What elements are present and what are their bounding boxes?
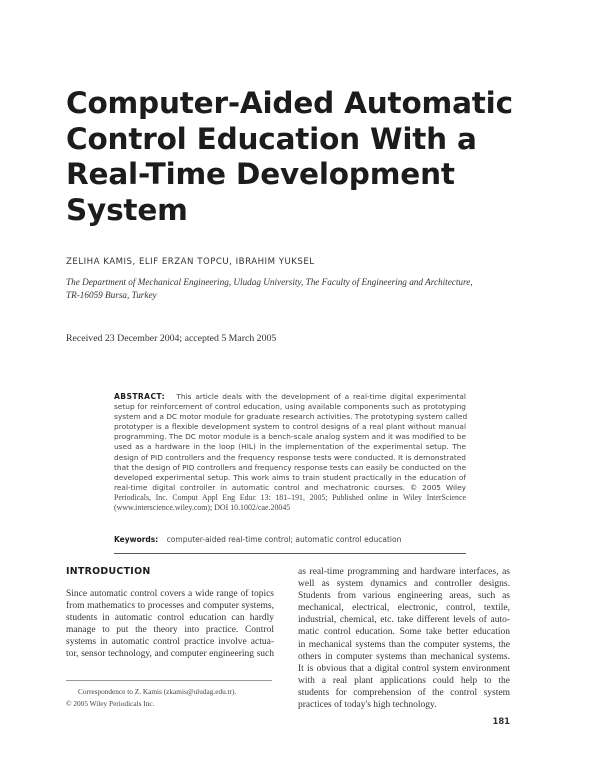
page-number: 181 — [492, 716, 510, 726]
footnote-divider — [66, 680, 272, 681]
keywords — [114, 535, 401, 544]
abstract-line: programming. The DC motor module is a bench-scale analog system and it was modified to be — [114, 432, 466, 442]
abstract-line: used as a hardware in the loop (HIL) in the implementation of the experimental setup. The — [114, 442, 466, 452]
section-heading-introduction: INTRODUCTION — [66, 566, 151, 577]
abstract-line: (www.interscience.wiley.com); DOI 10.1002/cae.20045 — [114, 503, 291, 513]
article-title — [66, 86, 546, 228]
abstract-line: ABSTRACT: This article deals with the development of a real-time digital experimental — [114, 392, 466, 401]
title-line: Real-Time Development — [66, 157, 455, 191]
abstract-line: developed experimental setup. This work aims to train student practically in the education of — [114, 472, 466, 482]
body-line: manage to put the theory into practice. Control — [66, 625, 274, 636]
affiliation — [66, 276, 486, 302]
abstract-line: real-time digital controller in automatic control and mechatronic courses. © 2005 Wiley — [114, 482, 466, 492]
author-list: ZELIHA KAMIS, ELIF ERZAN TOPCU, IBRAHIM YUKSEL — [66, 257, 315, 267]
body-line: Since automatic control covers a wide range of topics — [66, 589, 274, 599]
body-line: as real-time programming and hardware interfaces, as — [298, 567, 510, 577]
footnote — [66, 686, 236, 709]
body-line: students in automatic control education can hardly — [66, 613, 274, 624]
abstract-line: prototyper is a flexible development system to control designs of a real plant without manual — [114, 422, 466, 432]
abstract-line: that the design of PID controllers and frequency response tests can easily be conducted on the — [114, 462, 467, 472]
abstract — [114, 392, 466, 513]
body-line: Students from various engineering areas, such as — [298, 591, 510, 602]
abstract-label: ABSTRACT: — [114, 392, 166, 401]
body-line: with a real plant applications could help to the — [298, 675, 510, 686]
abstract-line: Periodicals, Inc. Comput Appl Eng Educ 13: 181–191, 2005; Published online in Wiley InterScience — [114, 492, 466, 502]
keywords-text: computer-aided real-time control; automatic control education — [166, 535, 402, 544]
body-line: It is obvious that a digital control system environment — [298, 663, 510, 674]
abstract-line: setup for reinforcement of control education, using available components such as prototyping — [114, 402, 466, 412]
section-divider — [114, 553, 466, 554]
body-line: practices of today's high technology. — [298, 700, 437, 711]
body-column-left — [66, 588, 274, 661]
abstract-line: design of PID controllers and the frequency response tests were conducted. It is demonstrated — [114, 452, 466, 462]
abstract-line: system and a DC motor module for graduate research activities. The prototyping system called — [114, 412, 468, 422]
body-line: students for comprehension of the control system — [298, 687, 510, 698]
affiliation-line: The Department of Mechanical Engineering, Uludag University, The Faculty of Engineering and Architecture, — [66, 277, 473, 287]
title-line: Control Education With a — [66, 121, 477, 156]
correspondence-note: Correspondence to Z. Kamis (zkamis@uludag.edu.tr). — [78, 687, 237, 696]
body-line: systems in automatic control practice involve actua- — [66, 637, 274, 648]
body-line: matic control education. Some take better education — [298, 627, 510, 638]
affiliation-line: TR-16059 Bursa, Turkey — [66, 290, 157, 300]
body-line: industrial, chemical, etc. take different levels of auto- — [298, 615, 510, 626]
copyright-note: © 2005 Wiley Periodicals Inc. — [66, 698, 155, 708]
body-line: tor, sensor technology, and computer engineering such — [66, 649, 274, 660]
received-date: Received 23 December 2004; accepted 5 March 2005 — [66, 333, 277, 344]
body-line: well as system dynamics and controller designs. — [298, 579, 510, 590]
body-line: in mechanical systems than the computer systems, the — [298, 639, 510, 650]
title-line: System — [66, 192, 188, 227]
body-line: from mathematics to processes and computer systems, — [66, 601, 274, 612]
body-line: mechanical, electrical, electronic, control, textile, — [298, 603, 510, 614]
body-line: others in computer systems than mechanical systems. — [298, 651, 510, 662]
keywords-label: Keywords: — [114, 535, 159, 544]
title-line: Computer-Aided Automatic — [66, 86, 513, 120]
body-column-right — [298, 566, 510, 711]
